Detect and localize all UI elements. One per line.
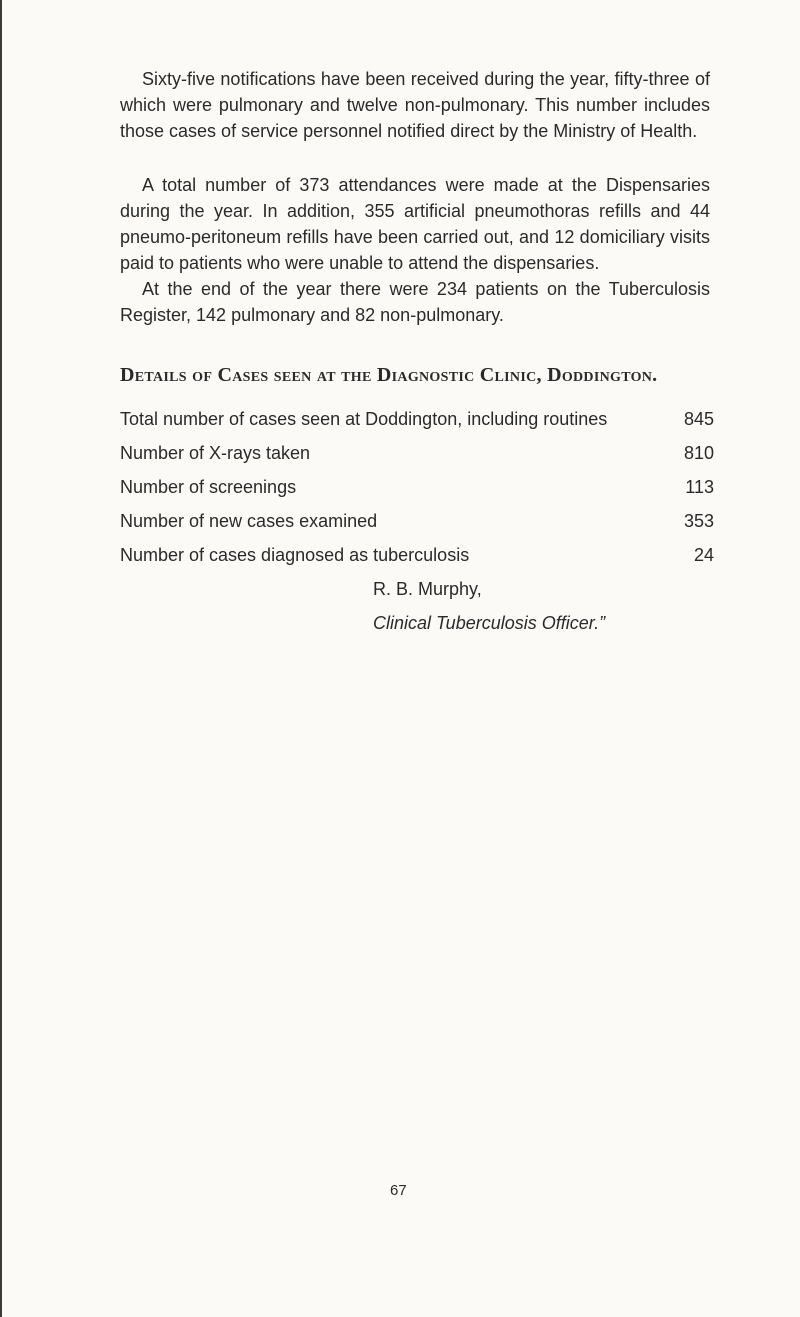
stat-row <box>120 508 714 542</box>
stat-row <box>120 406 714 440</box>
stat-value: 113 <box>685 477 714 497</box>
stat-row <box>120 474 714 508</box>
stat-label: Number of cases diagnosed as tuberculosis <box>120 545 470 565</box>
paragraph-notifications: Sixty-five notifications have been received during the year, fifty-three of which were pulmonary and twelve non-pulmonary. This number includes those cases of service personnel notified direct by the Ministry of Health. <box>120 69 710 141</box>
signature-title: Clinical Tuberculosis Officer.” <box>373 613 606 633</box>
stat-label: Number of screenings <box>120 477 297 497</box>
stat-value: 24 <box>693 545 714 565</box>
stat-value: 810 <box>683 443 714 463</box>
stat-row <box>120 440 714 474</box>
stat-label: Total number of cases seen at Doddington, including routines <box>120 409 608 429</box>
stat-value: 845 <box>683 409 714 429</box>
paragraph-register: At the end of the year there were 234 patients on the Tuberculosis Register, 142 pulmonary and 82 non-pulmonary. <box>120 279 710 325</box>
section-heading: Details of Cases seen at the Diagnostic Clinic, Doddington. <box>120 364 658 386</box>
stat-value: 353 <box>683 511 714 531</box>
page-number: 67 <box>390 1182 407 1199</box>
stat-row <box>120 542 714 576</box>
stat-label: Number of new cases examined <box>120 511 378 531</box>
paragraph-attendances: A total number of 373 attendances were made at the Dispensaries during the year. In addition, 355 artificial pneumothoras refills and 44 pneumo-peritoneum refills have been carried out, and 12 domiciliary visits paid to patients who were unable to attend the dispensaries. <box>120 175 710 273</box>
stats-list <box>120 406 714 576</box>
stat-label: Number of X-rays taken <box>120 443 311 463</box>
signature-name: R. B. Murphy, <box>373 579 482 599</box>
